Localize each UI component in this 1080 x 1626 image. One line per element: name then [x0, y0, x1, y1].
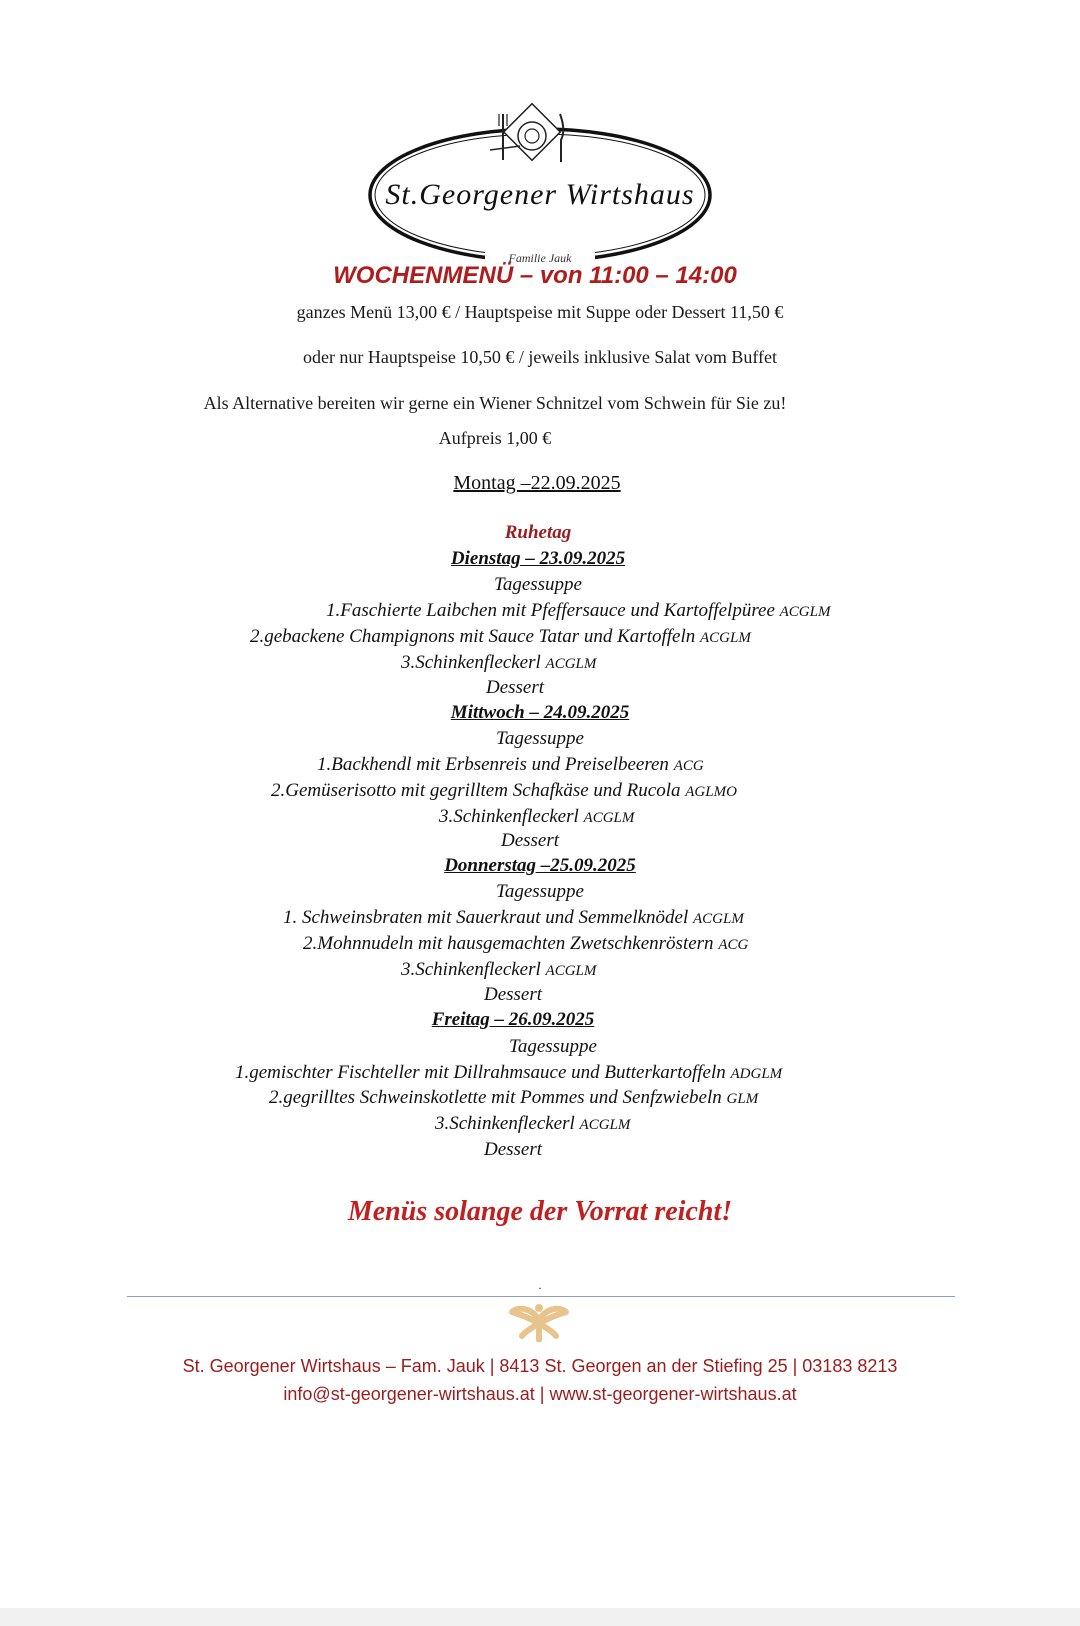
alternative-offer: Als Alternative bereiten wir gerne ein Wiener Schnitzel vom Schwein für Sie zu! [203, 393, 787, 413]
wednesday-menu-2: 2.Gemüserisotto mit gegrilltem Schafkäse und Rucola AGLMO [271, 780, 737, 801]
logo-tagline: Familie Jauk [508, 251, 572, 265]
tuesday-menu-2: 2.gebackene Champignons mit Sauce Tatar und Kartoffeln ACGLM [250, 626, 751, 647]
allergen-codes: GLM [726, 1091, 759, 1107]
allergen-codes: ADGLM [730, 1066, 783, 1082]
monday-heading: Montag –22.09.2025 [453, 472, 621, 494]
menu-title: WOCHENMENÜ – von 11:00 – 14:00 [333, 262, 737, 289]
bottom-edge [0, 1608, 1080, 1626]
monday-status: Ruhetag [504, 522, 572, 543]
allergen-codes: ACGLM [700, 630, 751, 646]
thursday-soup: Tagessuppe [496, 881, 584, 902]
divider-line [127, 1296, 955, 1297]
divider-dot: . [538, 1278, 542, 1292]
allergen-codes: ACGLM [545, 963, 597, 979]
surcharge: Aufpreis 1,00 € [438, 428, 552, 448]
wednesday-dessert: Dessert [500, 830, 560, 851]
thursday-heading: Donnerstag –25.09.2025 [444, 855, 636, 876]
friday-heading: Freitag – 26.09.2025 [431, 1009, 595, 1030]
tuesday-dessert: Dessert [485, 677, 545, 698]
friday-menu-1: 1.gemischter Fischteller mit Dillrahmsauce und Butterkartoffeln ADGLM [235, 1062, 783, 1083]
price-line-1: ganzes Menü 13,00 € / Hauptspeise mit Suppe oder Dessert 11,50 € [296, 302, 784, 322]
availability-notice: Menüs solange der Vorrat reicht! [347, 1196, 733, 1227]
restaurant-logo [360, 100, 720, 270]
wednesday-soup: Tagessuppe [496, 728, 584, 749]
allergen-codes: ACG [718, 937, 749, 953]
allergen-codes: ACGLM [693, 911, 744, 927]
friday-soup: Tagessuppe [509, 1036, 597, 1057]
wednesday-menu-3: 3.Schinkenfleckerl ACGLM [439, 806, 635, 827]
tuesday-menu-1: 1.Faschierte Laibchen mit Pfeffersauce und Kartoffelpüree ACGLM [326, 600, 831, 621]
thursday-menu-3: 3.Schinkenfleckerl ACGLM [401, 959, 597, 980]
tuesday-menu-3: 3.Schinkenfleckerl ACGLM [401, 652, 597, 673]
wednesday-menu-1: 1.Backhendl mit Erbsenreis und Preiselbeeren ACG [317, 754, 704, 775]
allergen-codes: ACGLM [579, 1117, 631, 1133]
friday-menu-3: 3.Schinkenfleckerl ACGLM [435, 1113, 631, 1134]
footer-contact: info@st-georgener-wirtshaus.at | www.st-georgener-wirtshaus.at [283, 1384, 797, 1404]
plate-cutlery-icon [490, 104, 563, 162]
allergen-codes: AGLMO [685, 784, 737, 800]
logo-name: St.Georgener Wirtshaus [385, 178, 695, 211]
price-line-2: oder nur Hauptspeise 10,50 € / jeweils inklusive Salat vom Buffet [302, 347, 778, 367]
allergen-codes: ACGLM [545, 656, 597, 672]
thursday-menu-2: 2.Mohnnudeln mit hausgemachten Zwetschkenröstern ACG [303, 933, 749, 954]
footer-address: St. Georgener Wirtshaus – Fam. Jauk | 8413 St. Georgen an der Stiefing 25 | 03183 8213 [182, 1356, 898, 1376]
wednesday-heading: Mittwoch – 24.09.2025 [450, 702, 630, 723]
friday-dessert: Dessert [483, 1139, 543, 1160]
email-link[interactable]: info@st-georgener-wirtshaus.at [283, 1384, 535, 1404]
ornament-icon [506, 1300, 572, 1342]
allergen-codes: ACGLM [583, 810, 635, 826]
allergen-codes: ACG [673, 758, 704, 774]
friday-menu-2: 2.gegrilltes Schweinskotlette mit Pommes und Senfzwiebeln GLM [269, 1087, 759, 1108]
website-link[interactable]: www.st-georgener-wirtshaus.at [549, 1384, 797, 1404]
thursday-menu-1: 1. Schweinsbraten mit Sauerkraut und Semmelknödel ACGLM [283, 907, 744, 928]
allergen-codes: ACGLM [779, 604, 831, 620]
thursday-dessert: Dessert [483, 984, 543, 1005]
tuesday-heading: Dienstag – 23.09.2025 [450, 548, 626, 569]
tuesday-soup: Tagessuppe [494, 574, 582, 595]
